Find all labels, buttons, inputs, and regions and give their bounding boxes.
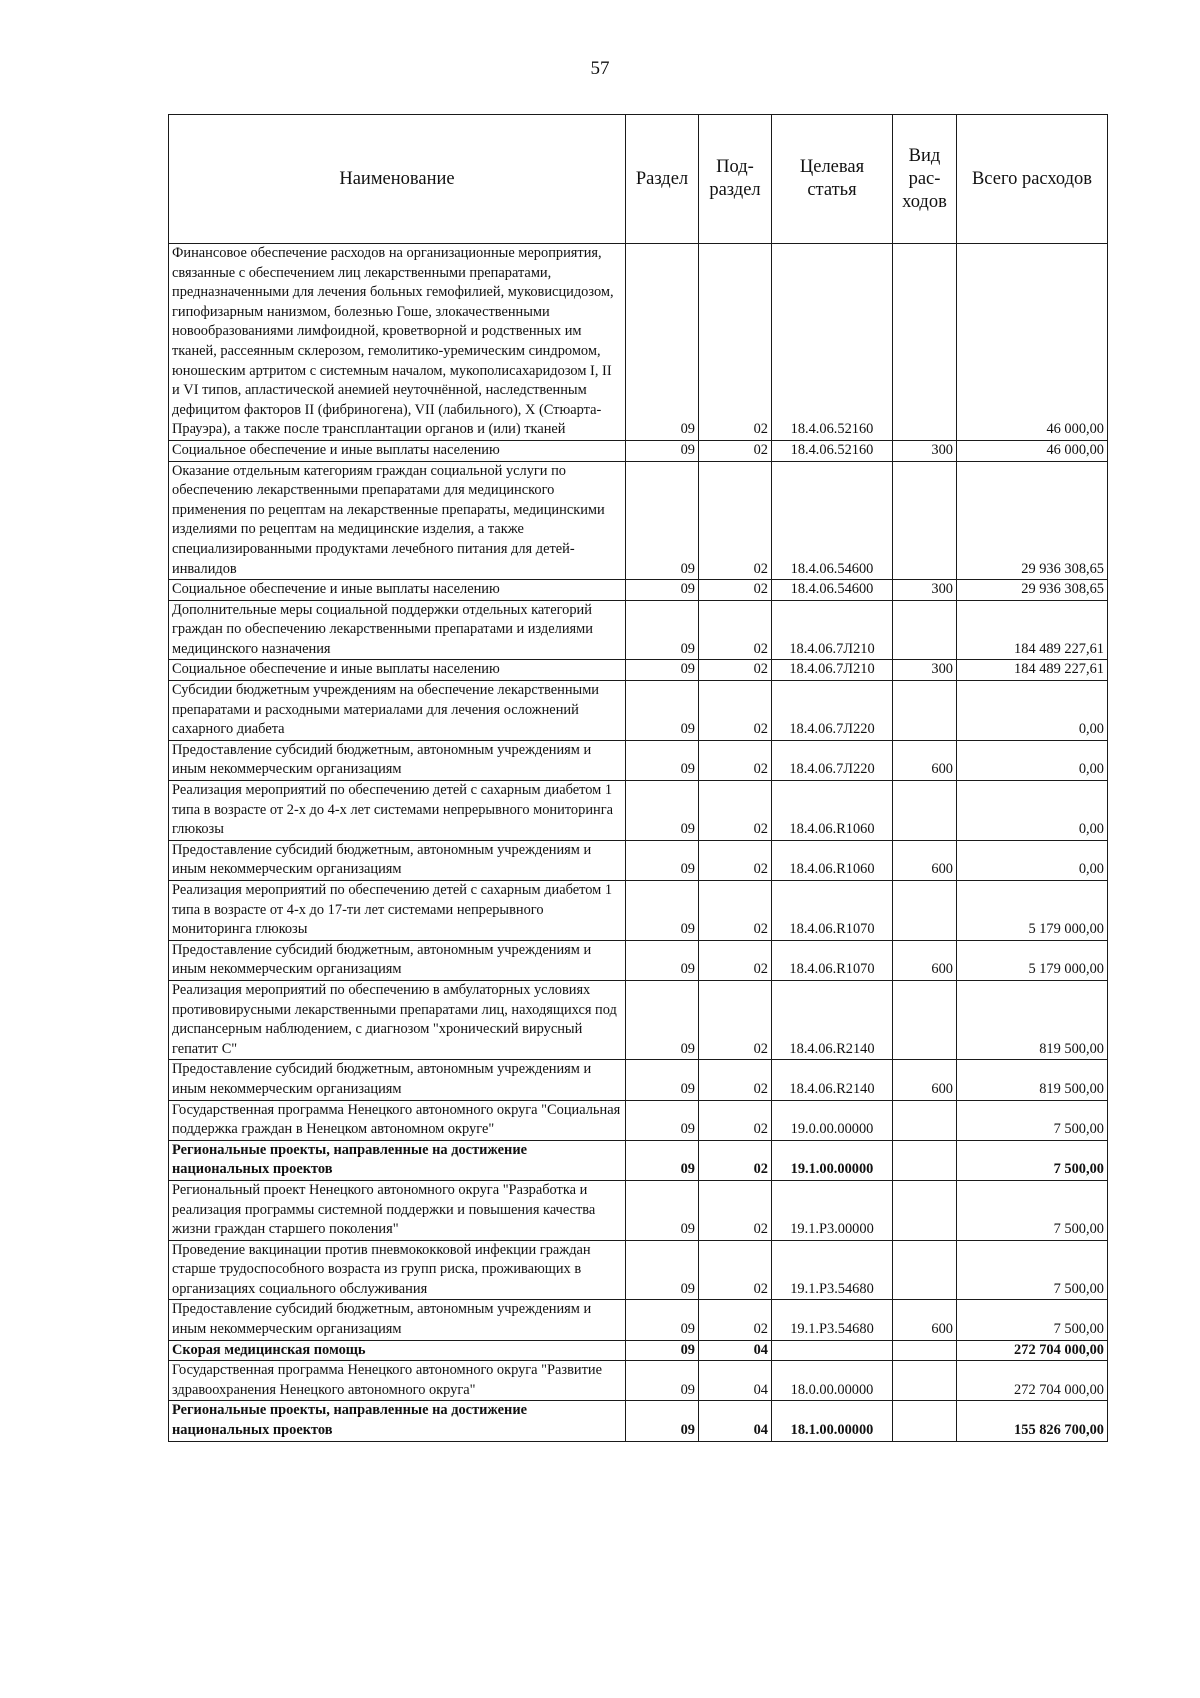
row-podrazdel: 02 — [699, 1140, 772, 1180]
row-razdel: 09 — [626, 940, 699, 980]
row-vid-raskhodov — [893, 881, 957, 941]
table-row — [169, 600, 1108, 660]
row-tselevaya-statya: 18.4.06.54600 — [772, 580, 893, 601]
row-name: Региональные проекты, направленные на достижение национальных проектов — [169, 1401, 626, 1441]
header-podrazdel: Под-раздел — [699, 115, 772, 244]
row-razdel: 09 — [626, 1300, 699, 1340]
row-tselevaya-statya: 18.4.06.R2140 — [772, 1060, 893, 1100]
row-tselevaya-statya: 18.1.00.00000 — [772, 1401, 893, 1441]
row-amount: 5 179 000,00 — [957, 940, 1108, 980]
row-podrazdel: 02 — [699, 740, 772, 780]
row-name: Финансовое обеспечение расходов на организационные мероприятия, связанные с обеспечением лиц лекарственными препаратами, предназначенными для лечения больных гемофилией, муковисцидозом, гипофизарным нанизмом, болезнью Гоше, злокачественными новообразованиями лимфоидной, кроветворной и родственных им тканей, рассеянным склерозом, гемолитико-уремическим синдромом, юношеским артритом с системным началом, мукополисахаридозом I, II и VI типов, апластической анемией неуточнённой, наследственным дефицитом факторов II (фибриногена), VII (лабильного), X (Стюарта-Прауэра), а также после трансплантации органов и (или) тканей — [169, 244, 626, 441]
row-podrazdel: 02 — [699, 1060, 772, 1100]
table-row — [169, 681, 1108, 741]
row-amount: 0,00 — [957, 681, 1108, 741]
row-razdel: 09 — [626, 660, 699, 681]
row-vid-raskhodov: 300 — [893, 580, 957, 601]
row-razdel: 09 — [626, 881, 699, 941]
row-name: Государственная программа Ненецкого автономного округа "Развитие здравоохранения Ненецкого автономного округа" — [169, 1361, 626, 1401]
row-razdel: 09 — [626, 1140, 699, 1180]
row-podrazdel: 02 — [699, 600, 772, 660]
row-name: Проведение вакцинации против пневмококковой инфекции граждан старше трудоспособного возраста из групп риска, проживающих в организациях социального обслуживания — [169, 1240, 626, 1300]
row-tselevaya-statya: 18.4.06.54600 — [772, 461, 893, 580]
row-amount: 0,00 — [957, 781, 1108, 841]
table-row — [169, 244, 1108, 441]
row-tselevaya-statya: 18.4.06.52160 — [772, 244, 893, 441]
header-razdel: Раздел — [626, 115, 699, 244]
row-tselevaya-statya: 18.4.06.R1070 — [772, 940, 893, 980]
row-amount: 7 500,00 — [957, 1100, 1108, 1140]
row-name: Реализация мероприятий по обеспечению в амбулаторных условиях противовирусными лекарственными препаратами лиц, находящихся под диспансерным наблюдением, с диагнозом "хронический вирусный гепатит С" — [169, 980, 626, 1059]
row-podrazdel: 02 — [699, 881, 772, 941]
row-tselevaya-statya: 19.1.P3.54680 — [772, 1240, 893, 1300]
table-header-row — [169, 115, 1108, 244]
row-podrazdel: 02 — [699, 840, 772, 880]
table-row — [169, 1361, 1108, 1401]
table-row — [169, 1240, 1108, 1300]
table-row — [169, 1300, 1108, 1340]
table-row — [169, 840, 1108, 880]
row-razdel: 09 — [626, 740, 699, 780]
row-amount: 0,00 — [957, 840, 1108, 880]
row-razdel: 09 — [626, 1361, 699, 1401]
row-razdel: 09 — [626, 980, 699, 1059]
row-vid-raskhodov — [893, 1240, 957, 1300]
row-name: Предоставление субсидий бюджетным, автономным учреждениям и иным некоммерческим организациям — [169, 740, 626, 780]
row-razdel: 09 — [626, 600, 699, 660]
row-podrazdel: 02 — [699, 1300, 772, 1340]
row-razdel: 09 — [626, 461, 699, 580]
row-amount: 46 000,00 — [957, 440, 1108, 461]
row-amount: 29 936 308,65 — [957, 580, 1108, 601]
row-name: Дополнительные меры социальной поддержки отдельных категорий граждан по обеспечению лекарственными препаратами и изделиями медицинского назначения — [169, 600, 626, 660]
row-tselevaya-statya: 18.4.06.R2140 — [772, 980, 893, 1059]
row-amount: 7 500,00 — [957, 1180, 1108, 1240]
row-podrazdel: 02 — [699, 1240, 772, 1300]
row-name: Предоставление субсидий бюджетным, автономным учреждениям и иным некоммерческим организациям — [169, 840, 626, 880]
row-vid-raskhodov — [893, 1340, 957, 1361]
table-row — [169, 1180, 1108, 1240]
row-vid-raskhodov — [893, 1401, 957, 1441]
row-vid-raskhodov: 600 — [893, 740, 957, 780]
row-podrazdel: 02 — [699, 244, 772, 441]
row-razdel: 09 — [626, 440, 699, 461]
table-row — [169, 1401, 1108, 1441]
row-razdel: 09 — [626, 1100, 699, 1140]
header-tselevaya-statya: Целевая статья — [772, 115, 893, 244]
row-podrazdel: 02 — [699, 1100, 772, 1140]
row-name: Субсидии бюджетным учреждениям на обеспечение лекарственными препаратами и расходными материалами для лечения осложнений сахарного диабета — [169, 681, 626, 741]
row-podrazdel: 02 — [699, 580, 772, 601]
row-vid-raskhodov: 600 — [893, 840, 957, 880]
row-amount: 272 704 000,00 — [957, 1340, 1108, 1361]
header-vid-raskhodov: Вид рас-ходов — [893, 115, 957, 244]
row-vid-raskhodov: 600 — [893, 940, 957, 980]
header-name: Наименование — [169, 115, 626, 244]
row-name: Предоставление субсидий бюджетным, автономным учреждениям и иным некоммерческим организациям — [169, 940, 626, 980]
row-amount: 0,00 — [957, 740, 1108, 780]
table-row — [169, 1340, 1108, 1361]
row-amount: 7 500,00 — [957, 1140, 1108, 1180]
row-razdel: 09 — [626, 580, 699, 601]
row-amount: 7 500,00 — [957, 1300, 1108, 1340]
table-row — [169, 461, 1108, 580]
row-name: Реализация мероприятий по обеспечению детей с сахарным диабетом 1 типа в возрасте от 2-х до 4-х лет системами непрерывного мониторинга глюкозы — [169, 781, 626, 841]
table-row — [169, 980, 1108, 1059]
table-row — [169, 440, 1108, 461]
table-row — [169, 660, 1108, 681]
row-name: Предоставление субсидий бюджетным, автономным учреждениям и иным некоммерческим организациям — [169, 1300, 626, 1340]
row-podrazdel: 04 — [699, 1340, 772, 1361]
table-row — [169, 740, 1108, 780]
row-tselevaya-statya — [772, 1340, 893, 1361]
row-name: Предоставление субсидий бюджетным, автономным учреждениям и иным некоммерческим организациям — [169, 1060, 626, 1100]
row-podrazdel: 02 — [699, 1180, 772, 1240]
row-vid-raskhodov — [893, 1180, 957, 1240]
row-tselevaya-statya: 18.4.06.7Л210 — [772, 600, 893, 660]
row-vid-raskhodov — [893, 1100, 957, 1140]
row-vid-raskhodov — [893, 244, 957, 441]
row-podrazdel: 02 — [699, 781, 772, 841]
row-razdel: 09 — [626, 1240, 699, 1300]
table-row — [169, 1140, 1108, 1180]
row-tselevaya-statya: 18.0.00.00000 — [772, 1361, 893, 1401]
row-amount: 272 704 000,00 — [957, 1361, 1108, 1401]
row-podrazdel: 02 — [699, 660, 772, 681]
row-name: Оказание отдельным категориям граждан социальной услуги по обеспечению лекарственными препаратами для медицинского применения по рецептам на лекарственные препараты, медицинскими изделиями по рецептам на медицинские изделия, а также специализированными продуктами лечебного питания для детей-инвалидов — [169, 461, 626, 580]
row-razdel: 09 — [626, 681, 699, 741]
row-vid-raskhodov — [893, 1140, 957, 1180]
row-podrazdel: 02 — [699, 980, 772, 1059]
row-razdel: 09 — [626, 1340, 699, 1361]
row-tselevaya-statya: 19.1.00.00000 — [772, 1140, 893, 1180]
row-vid-raskhodov — [893, 781, 957, 841]
row-vid-raskhodov: 600 — [893, 1060, 957, 1100]
row-tselevaya-statya: 18.4.06.R1070 — [772, 881, 893, 941]
table-row — [169, 781, 1108, 841]
table-row — [169, 881, 1108, 941]
row-tselevaya-statya: 18.4.06.7Л220 — [772, 740, 893, 780]
row-amount: 7 500,00 — [957, 1240, 1108, 1300]
budget-table — [168, 114, 1108, 1442]
page-number: 57 — [590, 58, 610, 79]
row-vid-raskhodov: 300 — [893, 660, 957, 681]
row-razdel: 09 — [626, 781, 699, 841]
row-vid-raskhodov — [893, 461, 957, 580]
table-row — [169, 1060, 1108, 1100]
table-row — [169, 1100, 1108, 1140]
row-tselevaya-statya: 19.0.00.00000 — [772, 1100, 893, 1140]
row-vid-raskhodov: 600 — [893, 1300, 957, 1340]
row-razdel: 09 — [626, 840, 699, 880]
row-vid-raskhodov — [893, 980, 957, 1059]
row-amount: 819 500,00 — [957, 980, 1108, 1059]
row-name: Государственная программа Ненецкого автономного округа "Социальная поддержка граждан в Ненецком автономном округе" — [169, 1100, 626, 1140]
header-total: Всего расходов — [957, 115, 1108, 244]
row-tselevaya-statya: 18.4.06.7Л220 — [772, 681, 893, 741]
row-amount: 46 000,00 — [957, 244, 1108, 441]
row-podrazdel: 02 — [699, 440, 772, 461]
row-amount: 155 826 700,00 — [957, 1401, 1108, 1441]
row-tselevaya-statya: 19.1.P3.54680 — [772, 1300, 893, 1340]
table-row — [169, 580, 1108, 601]
row-vid-raskhodov: 300 — [893, 440, 957, 461]
row-name: Социальное обеспечение и иные выплаты населению — [169, 440, 626, 461]
row-razdel: 09 — [626, 1401, 699, 1441]
row-name: Реализация мероприятий по обеспечению детей с сахарным диабетом 1 типа в возрасте от 4-х до 17-ти лет системами непрерывного мониторинга глюкозы — [169, 881, 626, 941]
table-row — [169, 940, 1108, 980]
row-vid-raskhodov — [893, 600, 957, 660]
row-tselevaya-statya: 18.4.06.R1060 — [772, 840, 893, 880]
row-tselevaya-statya: 19.1.P3.00000 — [772, 1180, 893, 1240]
row-amount: 819 500,00 — [957, 1060, 1108, 1100]
row-razdel: 09 — [626, 1060, 699, 1100]
row-name: Социальное обеспечение и иные выплаты населению — [169, 580, 626, 601]
row-tselevaya-statya: 18.4.06.R1060 — [772, 781, 893, 841]
row-vid-raskhodov — [893, 681, 957, 741]
row-podrazdel: 04 — [699, 1401, 772, 1441]
row-amount: 184 489 227,61 — [957, 600, 1108, 660]
row-name: Региональный проект Ненецкого автономного округа "Разработка и реализация программы системной поддержки и повышения качества жизни граждан старшего поколения" — [169, 1180, 626, 1240]
row-amount: 184 489 227,61 — [957, 660, 1108, 681]
row-vid-raskhodov — [893, 1361, 957, 1401]
row-razdel: 09 — [626, 1180, 699, 1240]
row-amount: 29 936 308,65 — [957, 461, 1108, 580]
row-tselevaya-statya: 18.4.06.7Л210 — [772, 660, 893, 681]
row-name: Скорая медицинская помощь — [169, 1340, 626, 1361]
row-podrazdel: 02 — [699, 940, 772, 980]
row-name: Региональные проекты, направленные на достижение национальных проектов — [169, 1140, 626, 1180]
row-podrazdel: 04 — [699, 1361, 772, 1401]
row-amount: 5 179 000,00 — [957, 881, 1108, 941]
row-podrazdel: 02 — [699, 461, 772, 580]
row-name: Социальное обеспечение и иные выплаты населению — [169, 660, 626, 681]
row-tselevaya-statya: 18.4.06.52160 — [772, 440, 893, 461]
row-razdel: 09 — [626, 244, 699, 441]
row-podrazdel: 02 — [699, 681, 772, 741]
